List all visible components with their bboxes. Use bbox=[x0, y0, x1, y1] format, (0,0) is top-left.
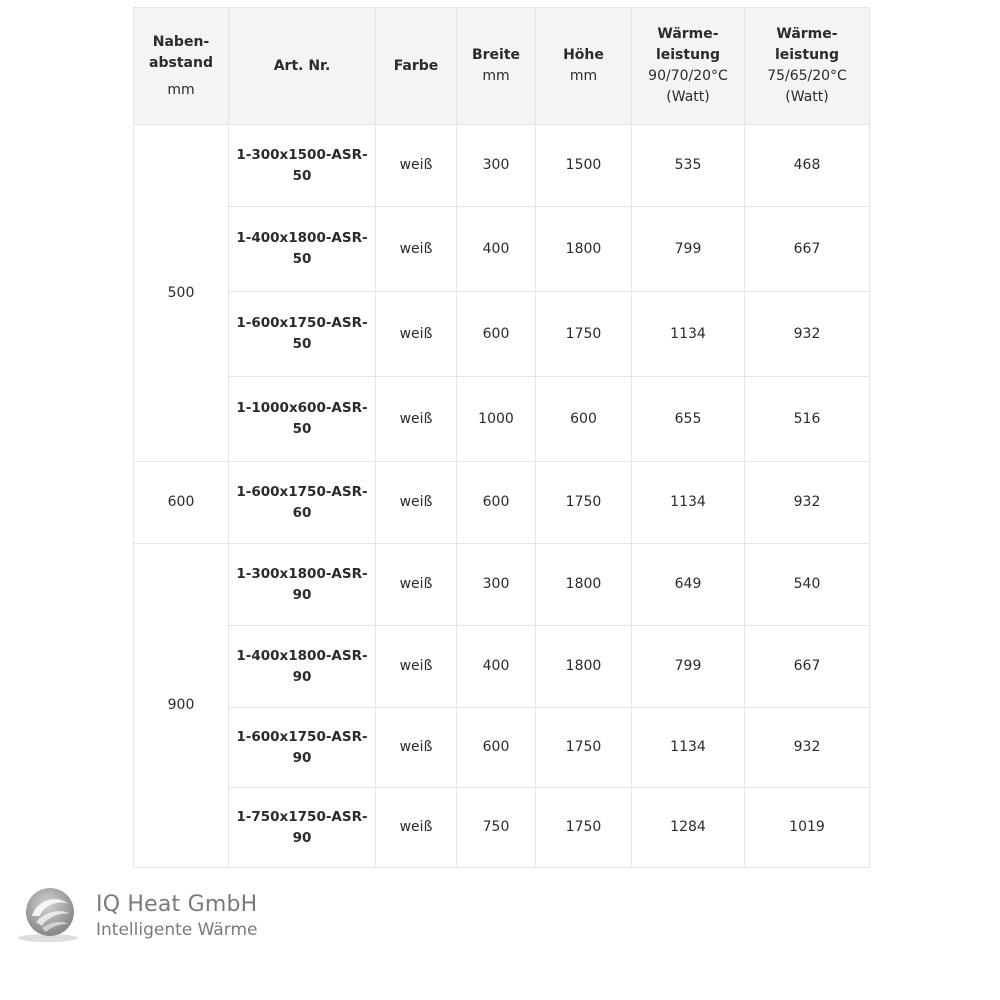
header-w1-unit: (Watt) bbox=[666, 89, 710, 105]
farbe-cell: weiß bbox=[376, 626, 457, 708]
company-tagline: Intelligente Wärme bbox=[96, 920, 258, 940]
hoehe-cell: 1800 bbox=[536, 544, 632, 626]
col-art-nr bbox=[229, 8, 376, 125]
table-row bbox=[134, 626, 870, 708]
art-nr-line1: 1-600x1750-ASR- bbox=[236, 483, 368, 500]
header-w1-line1: Wärme- bbox=[657, 26, 719, 42]
w2-cell: 516 bbox=[745, 377, 870, 462]
farbe-cell: weiß bbox=[376, 708, 457, 788]
breite-cell: 750 bbox=[457, 788, 536, 868]
header-breite-unit: mm bbox=[482, 68, 510, 84]
breite-cell: 600 bbox=[457, 292, 536, 377]
w1-cell: 535 bbox=[632, 125, 745, 207]
w1-cell: 1284 bbox=[632, 788, 745, 868]
w1-cell: 1134 bbox=[632, 708, 745, 788]
w2-cell: 667 bbox=[745, 626, 870, 708]
art-nr-line1: 1-400x1800-ASR- bbox=[236, 230, 368, 246]
nabenabstand-cell: 900 bbox=[134, 544, 229, 868]
col-hoehe bbox=[536, 8, 632, 125]
art-nr-line2: 50 bbox=[292, 421, 312, 437]
art-nr-line1: 1-300x1500-ASR- bbox=[236, 146, 368, 163]
w1-cell: 799 bbox=[632, 207, 745, 292]
nabenabstand-cell: 500 bbox=[134, 125, 229, 462]
header-hoehe: Höhe bbox=[563, 47, 604, 63]
w1-cell: 799 bbox=[632, 626, 745, 708]
table-row bbox=[134, 708, 870, 788]
art-nr-cell bbox=[229, 788, 376, 868]
breite-cell: 400 bbox=[457, 626, 536, 708]
art-nr-line1: 1-1000x600-ASR- bbox=[236, 400, 368, 416]
art-nr-cell bbox=[229, 125, 376, 207]
farbe-cell: weiß bbox=[376, 788, 457, 868]
table-row bbox=[134, 377, 870, 462]
product-table bbox=[133, 7, 870, 868]
header-farbe: Farbe bbox=[393, 57, 439, 74]
table-row bbox=[134, 462, 870, 544]
header-art: Art. Nr. bbox=[273, 57, 331, 74]
art-nr-cell bbox=[229, 377, 376, 462]
breite-cell: 300 bbox=[457, 125, 536, 207]
art-nr-line2: 90 bbox=[292, 586, 312, 603]
w2-cell: 540 bbox=[745, 544, 870, 626]
table-row bbox=[134, 788, 870, 868]
col-farbe bbox=[376, 8, 457, 125]
header-w2-line1: Wärme- bbox=[776, 26, 838, 42]
header-breite: Breite bbox=[471, 47, 521, 63]
art-nr-cell bbox=[229, 626, 376, 708]
hoehe-cell: 600 bbox=[536, 377, 632, 462]
art-nr-line1: 1-600x1750-ASR- bbox=[236, 728, 368, 745]
swirl-logo-icon bbox=[14, 886, 88, 946]
nabenabstand-cell: 600 bbox=[134, 462, 229, 544]
farbe-cell: weiß bbox=[376, 377, 457, 462]
hoehe-cell: 1750 bbox=[536, 788, 632, 868]
header-w2-unit: (Watt) bbox=[785, 89, 829, 105]
hoehe-cell: 1750 bbox=[536, 462, 632, 544]
col-waermeleistung-75 bbox=[745, 8, 870, 125]
art-nr-line2: 90 bbox=[292, 829, 312, 846]
art-nr-line1: 1-750x1750-ASR- bbox=[236, 808, 368, 825]
w2-cell: 932 bbox=[745, 292, 870, 377]
art-nr-line2: 60 bbox=[292, 504, 312, 521]
art-nr-line1: 1-300x1800-ASR- bbox=[236, 565, 368, 582]
farbe-cell: weiß bbox=[376, 125, 457, 207]
art-nr-line2: 50 bbox=[292, 167, 312, 184]
header-naben-unit: mm bbox=[167, 81, 195, 98]
w2-cell: 932 bbox=[745, 708, 870, 788]
farbe-cell: weiß bbox=[376, 292, 457, 377]
hoehe-cell: 1800 bbox=[536, 626, 632, 708]
header-row bbox=[134, 8, 870, 125]
col-breite bbox=[457, 8, 536, 125]
art-nr-line2: 90 bbox=[292, 668, 312, 685]
w1-cell: 655 bbox=[632, 377, 745, 462]
w1-cell: 649 bbox=[632, 544, 745, 626]
art-nr-cell bbox=[229, 544, 376, 626]
header-naben-line1: Naben- bbox=[152, 33, 210, 50]
hoehe-cell: 1750 bbox=[536, 292, 632, 377]
table-row bbox=[134, 125, 870, 207]
company-logo bbox=[14, 886, 274, 946]
art-nr-line2: 50 bbox=[292, 251, 312, 267]
header-hoehe-unit: mm bbox=[569, 68, 598, 84]
col-nabenabstand bbox=[134, 8, 229, 125]
company-name: IQ Heat GmbH bbox=[96, 892, 258, 917]
breite-cell: 400 bbox=[457, 207, 536, 292]
breite-cell: 300 bbox=[457, 544, 536, 626]
w2-cell: 468 bbox=[745, 125, 870, 207]
table-row bbox=[134, 544, 870, 626]
w2-cell: 1019 bbox=[745, 788, 870, 868]
art-nr-cell bbox=[229, 292, 376, 377]
header-w2-line2: leistung bbox=[774, 47, 840, 63]
art-nr-line1: 1-400x1800-ASR- bbox=[236, 647, 368, 664]
art-nr-line2: 50 bbox=[292, 336, 312, 352]
table-row bbox=[134, 207, 870, 292]
header-w1-cond: 90/70/20°C bbox=[648, 68, 728, 84]
farbe-cell: weiß bbox=[376, 207, 457, 292]
w2-cell: 667 bbox=[745, 207, 870, 292]
farbe-cell: weiß bbox=[376, 544, 457, 626]
breite-cell: 600 bbox=[457, 708, 536, 788]
header-w1-line2: leistung bbox=[655, 47, 721, 63]
hoehe-cell: 1800 bbox=[536, 207, 632, 292]
farbe-cell: weiß bbox=[376, 462, 457, 544]
header-naben-line2: abstand bbox=[149, 54, 213, 71]
breite-cell: 1000 bbox=[457, 377, 536, 462]
art-nr-cell bbox=[229, 708, 376, 788]
art-nr-cell bbox=[229, 207, 376, 292]
breite-cell: 600 bbox=[457, 462, 536, 544]
w1-cell: 1134 bbox=[632, 292, 745, 377]
art-nr-cell bbox=[229, 462, 376, 544]
art-nr-line2: 90 bbox=[292, 749, 312, 766]
art-nr-line1: 1-600x1750-ASR- bbox=[236, 315, 368, 331]
hoehe-cell: 1750 bbox=[536, 708, 632, 788]
w2-cell: 932 bbox=[745, 462, 870, 544]
table-row bbox=[134, 292, 870, 377]
w1-cell: 1134 bbox=[632, 462, 745, 544]
hoehe-cell: 1500 bbox=[536, 125, 632, 207]
header-w2-cond: 75/65/20°C bbox=[767, 68, 847, 84]
col-waermeleistung-90 bbox=[632, 8, 745, 125]
